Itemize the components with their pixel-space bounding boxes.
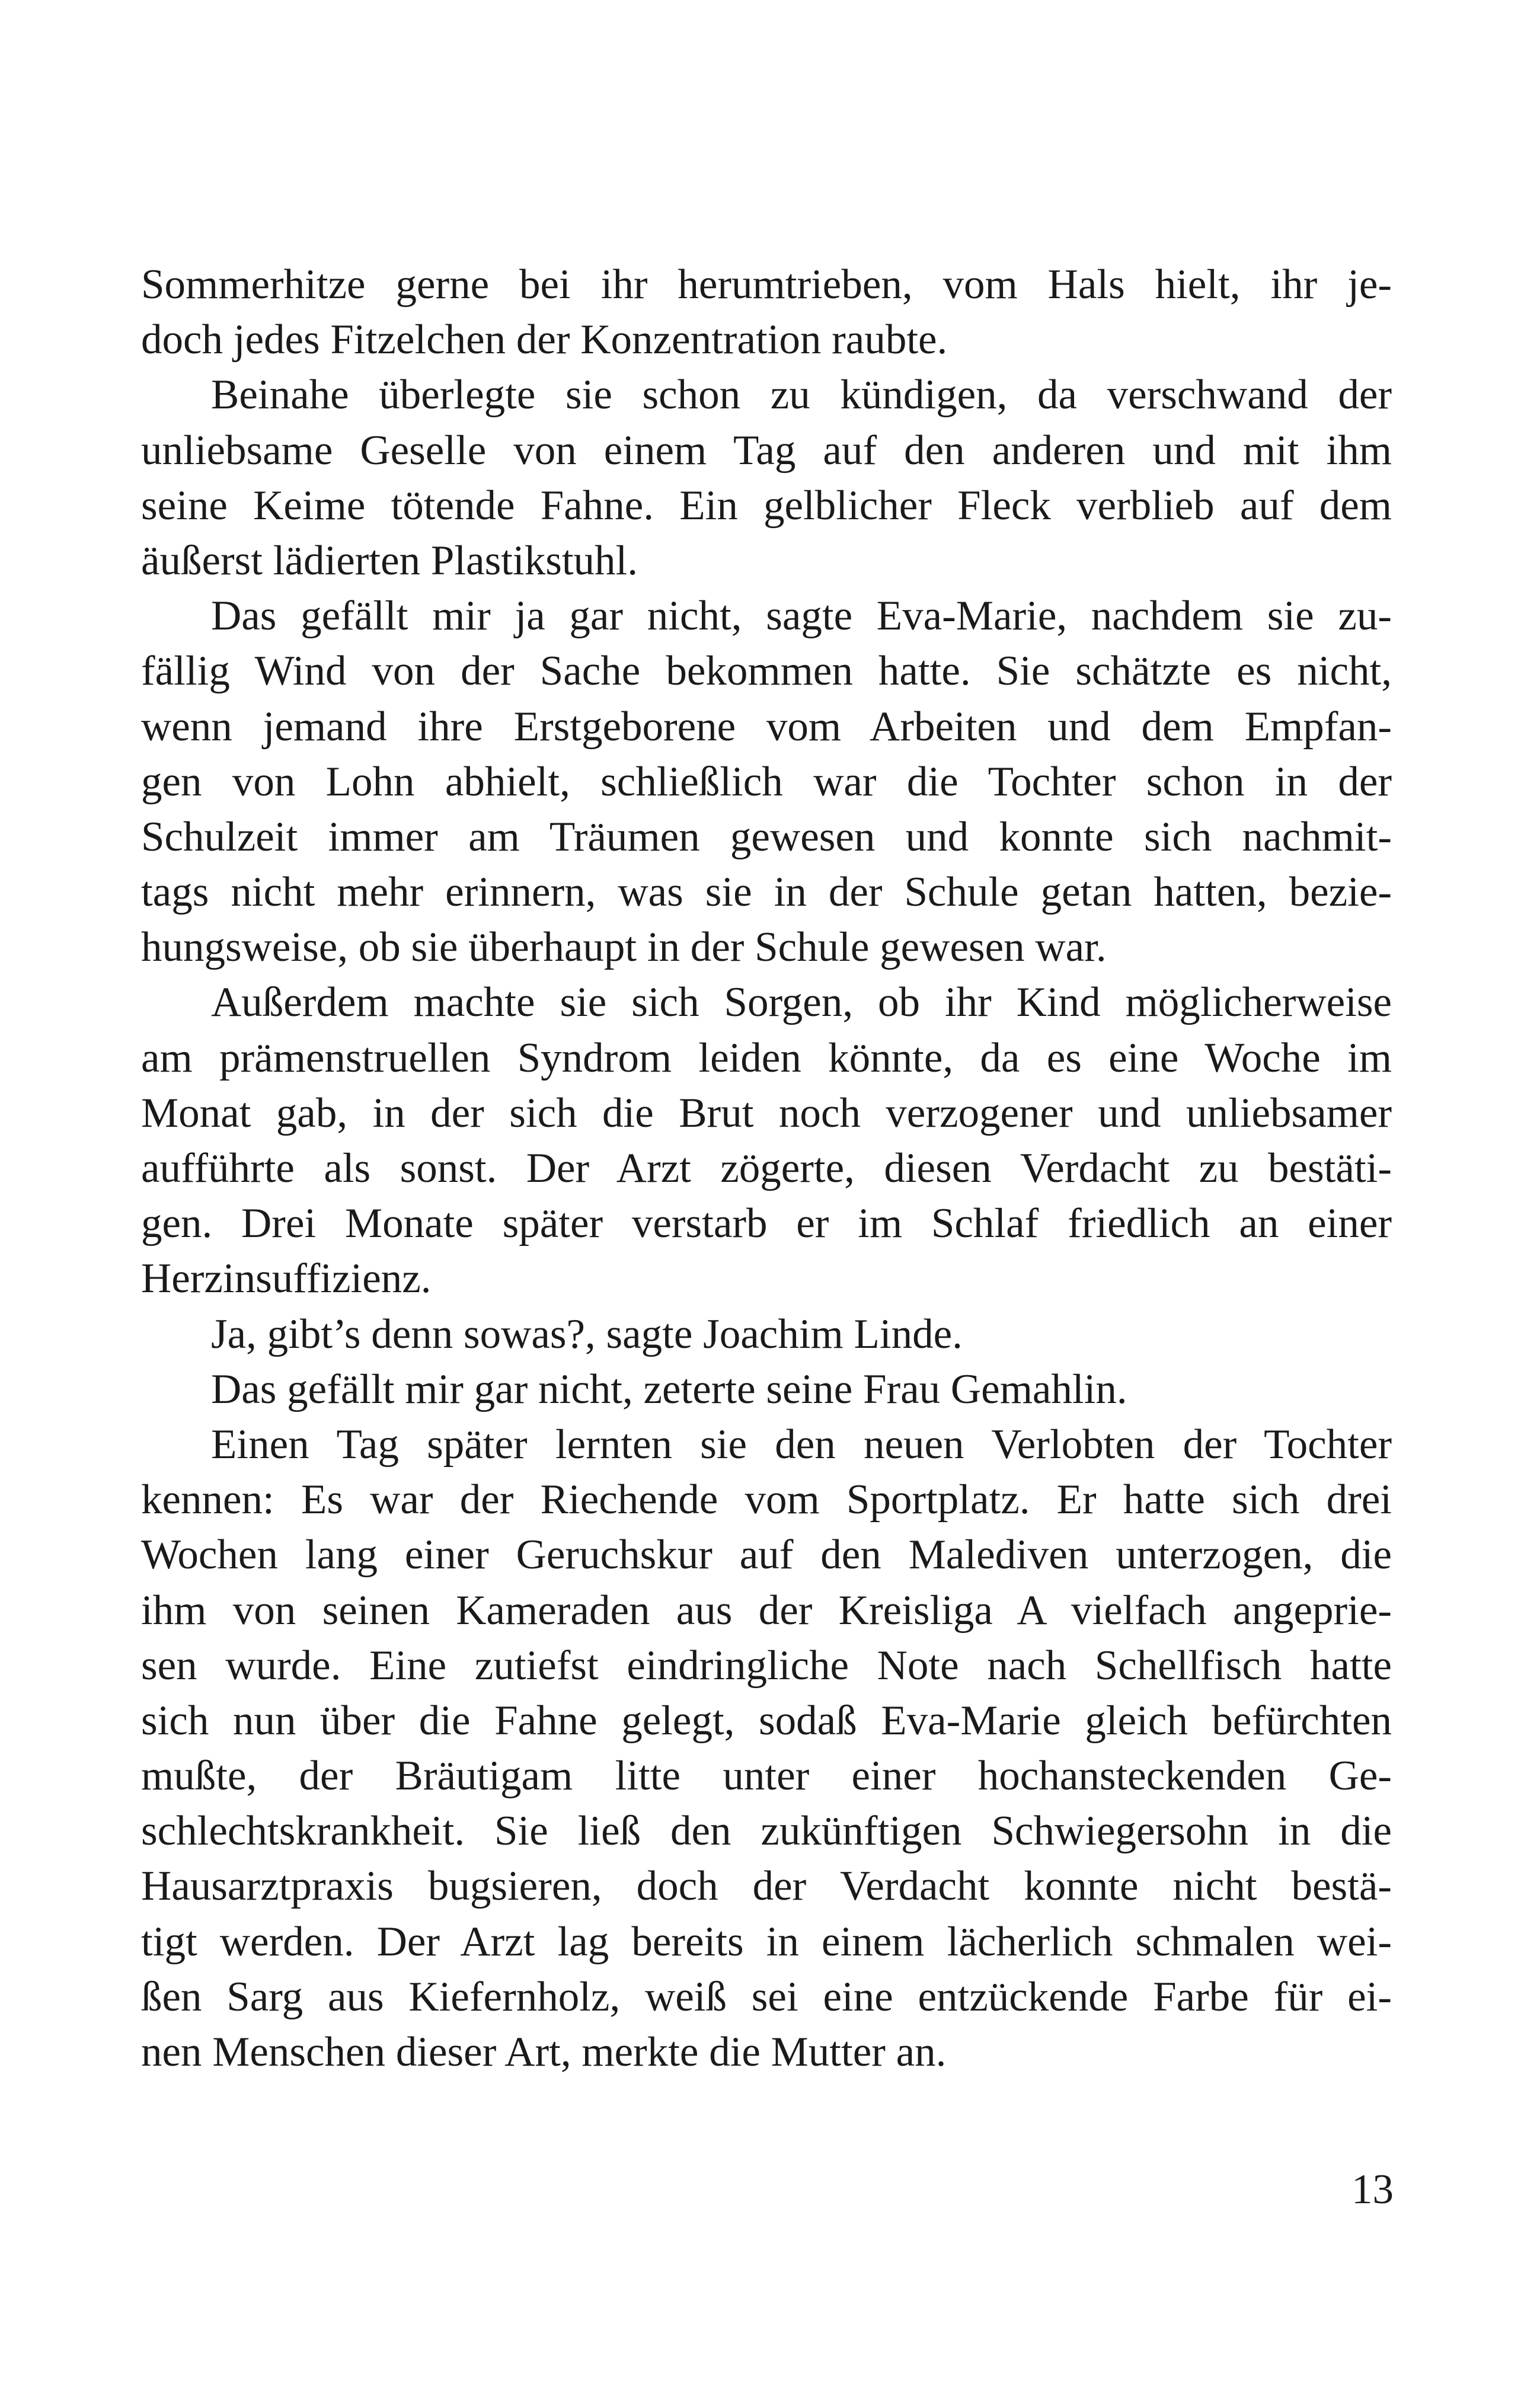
text-line: Herzinsuffizienz. (141, 1255, 432, 1302)
text-line: hungsweise, ob sie überhaupt in der Schule gewesen war. (141, 924, 1107, 971)
text-line: sen wurde. Eine zutiefst eindringliche Note nach Schellfisch hatte (141, 1642, 1392, 1689)
text-line: tags nicht mehr erinnern, was sie in der Schule getan hatten, bezie- (141, 869, 1392, 916)
text-line: fällig Wind von der Sache bekommen hatte. Sie schätzte es nicht, (141, 648, 1392, 695)
text-line: unliebsame Geselle von einem Tag auf den anderen und mit ihm (141, 427, 1392, 474)
text-line: nen Menschen dieser Art, merkte die Mutter an. (141, 2029, 947, 2075)
text-line: mußte, der Bräutigam litte unter einer hochansteckenden Ge- (141, 1753, 1392, 1800)
paragraph (141, 1417, 1392, 2080)
paragraph (141, 367, 1392, 589)
text-line: tigt werden. Der Arzt lag bereits in einem lächerlich schmalen wei- (141, 1918, 1392, 1965)
page-number: 13 (1352, 2166, 1394, 2213)
text-line: aufführte als sonst. Der Arzt zögerte, diesen Verdacht zu bestäti- (141, 1145, 1392, 1191)
text-line: Einen Tag später lernten sie den neuen Verlobten der Tochter (211, 1421, 1392, 1468)
text-line: Das gefällt mir ja gar nicht, sagte Eva-Marie, nachdem sie zu- (211, 593, 1392, 640)
text-line: Ja, gibt’s denn sowas?, sagte Joachim Linde. (211, 1311, 963, 1357)
text-line: kennen: Es war der Riechende vom Sportplatz. Er hatte sich drei (141, 1476, 1392, 1523)
text-line: Beinahe überlegte sie schon zu kündigen, da verschwand der (211, 372, 1392, 418)
paragraph (141, 257, 1392, 367)
text-line: am prämenstruellen Syndrom leiden könnte, da es eine Woche im (141, 1034, 1392, 1081)
text-line: Außerdem machte sie sich Sorgen, ob ihr Kind möglicherweise (211, 979, 1392, 1026)
text-line: Schulzeit immer am Träumen gewesen und konnte sich nachmit- (141, 813, 1392, 860)
body-text (141, 257, 1392, 2080)
text-line: schlechtskrankheit. Sie ließ den zukünftigen Schwiegersohn in die (141, 1808, 1392, 1855)
text-line: gen. Drei Monate später verstarb er im Schlaf friedlich an einer (141, 1200, 1392, 1247)
text-line: ßen Sarg aus Kiefernholz, weiß sei eine entzückende Farbe für ei- (141, 1973, 1392, 2020)
text-line: sich nun über die Fahne gelegt, sodaß Eva-Marie gleich befürchten (141, 1697, 1392, 1744)
text-line: Das gefällt mir gar nicht, zeterte seine Frau Gemahlin. (211, 1366, 1127, 1412)
paragraph (141, 1307, 1392, 1362)
paragraph (141, 975, 1392, 1306)
text-line: äußerst lädierten Plastikstuhl. (141, 537, 638, 584)
text-line: Hausarztpraxis bugsieren, doch der Verdacht konnte nicht bestä- (141, 1863, 1392, 1910)
text-line: ihm von seinen Kameraden aus der Kreisliga A vielfach angeprie- (141, 1587, 1392, 1634)
text-line: seine Keime tötende Fahne. Ein gelblicher Fleck verblieb auf dem (141, 482, 1392, 529)
text-line: Monat gab, in der sich die Brut noch verzogener und unliebsamer (141, 1089, 1392, 1136)
text-line: Wochen lang einer Geruchskur auf den Malediven unterzogen, die (141, 1532, 1392, 1578)
text-line: gen von Lohn abhielt, schließlich war die Tochter schon in der (141, 758, 1392, 805)
paragraph (141, 1362, 1392, 1417)
text-line: Sommerhitze gerne bei ihr herumtrieben, vom Hals hielt, ihr je- (141, 261, 1392, 308)
text-line: doch jedes Fitzelchen der Konzentration raubte. (141, 317, 948, 363)
paragraph (141, 589, 1392, 975)
text-line: wenn jemand ihre Erstgeborene vom Arbeiten und dem Empfan- (141, 703, 1392, 750)
